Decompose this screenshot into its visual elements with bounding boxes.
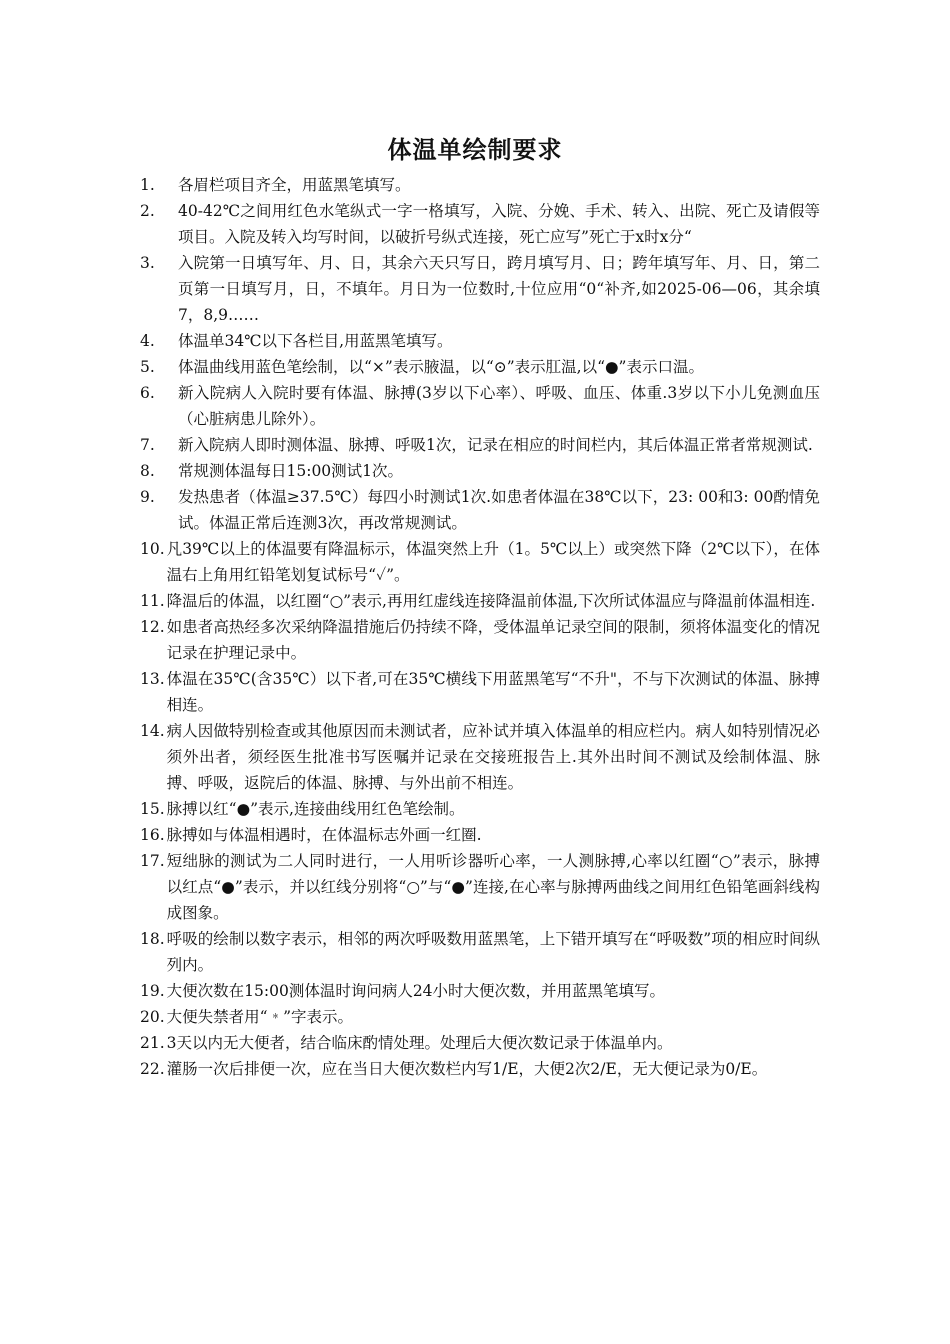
list-item [140, 484, 820, 536]
item-text: 如患者高热经多次采纳降温措施后仍持续不降，受体温单记录空间的限制，须将体温变化的情况记录在护理记录中。 [166, 618, 820, 662]
item-text: 短绌脉的测试为二人同时进行，一人用听诊器听心率，一人测脉搏,心率以红圈“○”表示，脉搏以红点“●”表示，并以红线分别将“○”与“●”连接,在心率与脉搏两曲线之间用红色铅笔画斜线构成图象。 [166, 852, 820, 922]
item-number: 7. [140, 436, 155, 454]
list-item [140, 978, 820, 1004]
list-item [140, 1056, 820, 1082]
item-text: 病人因做特别检查或其他原因而未测试者，应补试并填入体温单的相应栏内。病人如特别情况必须外出者，须经医生批准书写医嘱并记录在交接班报告上.其外出时间不测试及绘制体温、脉搏、呼吸，返院后的体温、脉搏、与外出前不相连。 [166, 722, 820, 792]
list-item [140, 354, 820, 380]
item-number: 18. [140, 930, 165, 948]
item-number: 10. [140, 540, 165, 558]
requirements-list [140, 172, 820, 1082]
item-number: 17. [140, 852, 165, 870]
item-number: 3. [140, 254, 155, 272]
list-item [140, 796, 820, 822]
item-text: 脉搏以红“●”表示,连接曲线用红色笔绘制。 [166, 800, 465, 818]
item-text: 凡39℃以上的体温要有降温标示，体温突然上升（1。5℃以上）或突然下降（2℃以下），在体温右上角用红铅笔划复试标号“✓”。 [166, 540, 820, 584]
list-item [140, 432, 820, 458]
item-text: 各眉栏项目齐全，用蓝黑笔填写。 [178, 176, 411, 194]
item-text: 新入院病人即时测体温、脉搏、呼吸1次，记录在相应的时间栏内，其后体温正常者常规测试. [178, 436, 813, 454]
item-text: 大便失禁者用“﹡”字表示。 [166, 1008, 354, 1026]
item-text: 呼吸的绘制以数字表示，相邻的两次呼吸数用蓝黑笔，上下错开填写在“呼吸数”项的相应时间纵列内。 [166, 930, 820, 974]
list-item [140, 718, 820, 796]
item-text: 新入院病人入院时要有体温、脉搏(3岁以下心率）、呼吸、血压、体重.3岁以下小儿免测血压（心脏病患儿除外）。 [178, 384, 820, 428]
list-item [140, 588, 820, 614]
item-number: 13. [140, 670, 165, 688]
item-text: 降温后的体温，以红圈“○”表示,再用红虚线连接降温前体温,下次所试体温应与降温前体温相连. [166, 592, 816, 610]
item-number: 9. [140, 488, 155, 506]
item-number: 11. [140, 592, 165, 610]
item-text: 3天以内无大便者，结合临床酌情处理。处理后大便次数记录于体温单内。 [166, 1034, 673, 1052]
item-text: 体温在35℃(含35℃）以下者,可在35℃横线下用蓝黑笔写“不升"，不与下次测试的体温、脉搏相连。 [166, 670, 820, 714]
list-item [140, 198, 820, 250]
list-item [140, 666, 820, 718]
list-item [140, 328, 820, 354]
item-number: 21. [140, 1034, 165, 1052]
item-text: 常规测体温每日15:00测试1次。 [178, 462, 404, 480]
item-text: 入院第一日填写年、月、日，其余六天只写日，跨月填写月、日；跨年填写年、月、日，第二页第一日填写月，日，不填年。月日为一位数时,十位应用“0“补齐,如2025-06—06，其余填7，8,9…… [178, 254, 820, 324]
item-number: 20. [140, 1008, 165, 1026]
list-item [140, 614, 820, 666]
item-text: 发热患者（体温≥37.5℃）每四小时测试1次.如患者体温在38℃以下，23: 00和3: 00酌情免试。体温正常后连测3次，再改常规测试。 [178, 488, 820, 532]
list-item [140, 536, 820, 588]
item-number: 19. [140, 982, 165, 1000]
item-number: 12. [140, 618, 165, 636]
list-item [140, 1004, 820, 1030]
list-item [140, 380, 820, 432]
item-text: 大便次数在15:00测体温时询问病人24小时大便次数，并用蓝黑笔填写。 [166, 982, 666, 1000]
item-number: 4. [140, 332, 155, 350]
page-title: 体温单绘制要求 [387, 135, 563, 164]
item-number: 15. [140, 800, 165, 818]
list-item [140, 250, 820, 328]
item-text: 脉搏如与体温相遇时，在体温标志外画一红圈. [166, 826, 482, 844]
list-item [140, 172, 820, 198]
item-number: 8. [140, 462, 155, 480]
list-item [140, 458, 820, 484]
item-text: 体温单34℃以下各栏目,用蓝黑笔填写。 [178, 332, 453, 350]
item-number: 1. [140, 176, 155, 194]
item-text: 灌肠一次后排便一次，应在当日大便次数栏内写1/E，大便2次2/E，无大便记录为0/E。 [166, 1060, 768, 1078]
item-text: 40-42℃之间用红色水笔纵式一字一格填写，入院、分娩、手术、转入、出院、死亡及请假等项目。入院及转入均写时间，以破折号纵式连接，死亡应写”死亡于x时x分“ [178, 202, 820, 246]
list-item [140, 1030, 820, 1056]
list-item [140, 926, 820, 978]
item-number: 2. [140, 202, 155, 220]
item-number: 22. [140, 1060, 165, 1078]
list-item [140, 822, 820, 848]
item-number: 5. [140, 358, 155, 376]
item-text: 体温曲线用蓝色笔绘制，以“×”表示腋温，以“⊙”表示肛温,以“●”表示口温。 [178, 358, 704, 376]
item-number: 6. [140, 384, 155, 402]
item-number: 16. [140, 826, 165, 844]
list-item [140, 848, 820, 926]
item-number: 14. [140, 722, 165, 740]
